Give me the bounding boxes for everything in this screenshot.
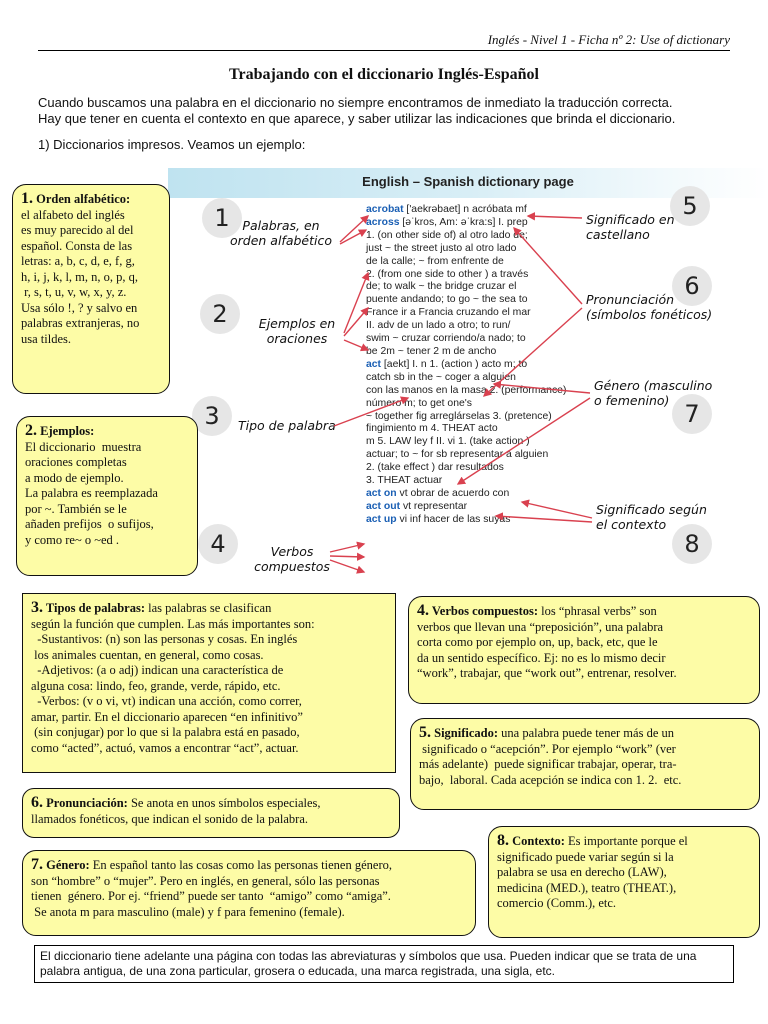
label-5-line-b: castellano xyxy=(586,227,650,242)
label-2-line-b: oraciones xyxy=(266,331,328,346)
box-8-title: Contexto: xyxy=(509,834,565,848)
arrow-6b xyxy=(484,308,582,396)
label-number-2: 2 xyxy=(200,294,240,334)
box-5-heading xyxy=(419,725,751,742)
intro-line-1: Cuando buscamos una palabra en el diccionario no siempre encontramos de inmediato la traducción correcta. xyxy=(38,95,673,110)
intro-line-2: Hay que tener en cuenta el contexto en que aparece, y saber utilizar las indicaciones que brinda el diccionario. xyxy=(38,111,676,126)
arrow-8b xyxy=(496,516,592,522)
dictionary-line: acrobat ['aekrəbaet] n acróbata mf xyxy=(366,204,527,215)
box-7-title: Género: xyxy=(43,858,90,872)
dictionary-line: act up vi inf hacer de las suyas xyxy=(366,513,511,525)
label-6-line-a: Pronunciación xyxy=(586,292,675,307)
box-line: Usa sólo !, ? y salvo en xyxy=(21,300,138,315)
box-1-heading xyxy=(21,191,161,208)
box-line: oraciones completas xyxy=(25,455,127,469)
arrow-7b xyxy=(458,398,590,484)
box-6-body xyxy=(31,795,391,827)
dictionary-line: de; to walk ~ the bridge cruzar el xyxy=(366,281,517,293)
box-line: bajo, laboral. Cada acepción se indica con 1. 2. etc. xyxy=(419,772,682,787)
arrow-4b xyxy=(330,556,364,557)
box-3-body xyxy=(31,600,387,756)
arrow-1a xyxy=(340,216,368,242)
arrow-6a xyxy=(514,228,582,304)
dictionary-line: act [aekt] I. n 1. (action ) acto m; to xyxy=(366,358,528,370)
box-3-title: Tipos de palabras: xyxy=(43,601,146,615)
box-7-heading xyxy=(31,857,467,874)
label-7-line-b: o femenino) xyxy=(594,393,670,408)
box-line: palabra se usa en derecho (LAW), xyxy=(497,865,667,879)
dictionary-line: fingimiento m 4. THEAT acto xyxy=(366,423,498,435)
dictionary-line: ~ together fig arreglárselas 3. (pretence) xyxy=(366,410,552,422)
box-line: alguna cosa: lindo, feo, grande, verde, rápido, etc. xyxy=(31,678,281,693)
box-line: -Adjetivos: (a o adj) indican una característica de xyxy=(31,663,284,677)
box-3-word-types xyxy=(22,593,396,773)
label-number-8: 8 xyxy=(672,524,712,564)
box-line: las palabras se clasifican xyxy=(145,601,272,615)
box-line: usa tildes. xyxy=(21,331,71,346)
arrow-5 xyxy=(528,216,582,218)
box-line: r, s, t, u, v, w, x, y, z. xyxy=(21,285,127,299)
dictionary-line: actuar; to ~ for sb representar a alguien xyxy=(366,449,549,461)
box-line: amar, partir. En el diccionario aparecen “en infinitivo” xyxy=(31,709,303,724)
box-line: más adelante) puede significar trabajar, operar, tra- xyxy=(419,757,677,771)
arrow-2a xyxy=(344,273,368,333)
box-7-gender xyxy=(22,850,476,936)
box-line: significado puede variar según si la xyxy=(497,849,674,864)
box-8-context xyxy=(488,826,760,938)
box-5-body xyxy=(419,725,751,788)
dictionary-line: 2. (take effect ) dar resultados xyxy=(366,462,504,474)
label-4-line-b: compuestos xyxy=(254,559,330,574)
box-6-heading xyxy=(31,795,391,812)
arrow-7a xyxy=(494,384,590,393)
dictionary-line: m 5. LAW ley f II. vi 1. (take action ) xyxy=(366,436,530,448)
label-5-line-a: Significado en xyxy=(586,212,675,227)
box-3-heading xyxy=(31,600,387,617)
arrow-1b xyxy=(340,230,366,244)
arrow-4a xyxy=(330,544,364,552)
box-line: es muy parecido al del xyxy=(21,223,134,237)
footer-note: El diccionario tiene adelante una página con todas las abreviaturas y símbolos que usa. Pueden indicar que se trata de una palabra antigua, de una zona particular, grosera o educada, una marca registrada, una sigla, etc. xyxy=(34,945,734,983)
dictionary-line: número m; to get one's xyxy=(366,397,472,409)
box-2-examples xyxy=(16,416,198,576)
dictionary-line: just ~ the street justo al otro lado xyxy=(366,242,517,254)
box-1-number: 1. xyxy=(21,190,33,207)
box-4-heading xyxy=(417,603,751,620)
label-number-5: 5 xyxy=(670,186,710,226)
box-line: -Sustantivos: (n) son las personas y cosas. En inglés xyxy=(31,632,298,646)
box-5-meaning xyxy=(410,718,760,810)
dictionary-line: act out vt representar xyxy=(366,500,468,512)
dictionary-line: 2. (from one side to other ) a través xyxy=(366,268,529,280)
box-line: Es importante porque el xyxy=(564,834,688,848)
panel-title: English – Spanish dictionary page xyxy=(362,174,574,189)
arrow-3 xyxy=(334,398,408,426)
box-line: La palabra es reemplazada xyxy=(25,486,158,500)
box-8-heading xyxy=(497,833,751,850)
intro-text xyxy=(38,95,738,127)
arrow-4c xyxy=(330,560,364,572)
box-line: palabras extranjeras, no xyxy=(21,316,140,330)
box-1-alphabetical-order xyxy=(12,184,170,394)
box-line: El diccionario muestra xyxy=(25,439,142,454)
label-number-6: 6 xyxy=(672,266,712,306)
box-line: (sin conjugar) por lo que si la palabra está en pasado, xyxy=(31,725,300,739)
label-6-line-b: (símbolos fonéticos) xyxy=(586,307,713,322)
box-6-title: Pronunciación: xyxy=(43,796,128,810)
box-7-body xyxy=(31,857,467,920)
box-2-title: Ejemplos: xyxy=(37,424,95,438)
box-4-phrasal-verbs xyxy=(408,596,760,704)
label-number-7: 7 xyxy=(672,394,712,434)
box-line: Se anota m para masculino (male) y f para femenino (female). xyxy=(31,904,345,919)
arrow-2b xyxy=(344,308,368,336)
dictionary-line: 3. THEAT actuar xyxy=(366,475,443,487)
dictionary-line: II. adv de un lado a otro; to run/ xyxy=(366,320,511,332)
box-2-number: 2. xyxy=(25,422,37,439)
arrow-8a xyxy=(522,502,592,518)
box-line: -Verbos: (v o vi, vt) indican una acción, como correr, xyxy=(31,694,302,708)
page-header: Inglés - Nivel 1 - Ficha nº 2: Use of dictionary xyxy=(38,32,730,51)
arrow-2c xyxy=(344,340,368,350)
label-3-text: Tipo de palabra xyxy=(238,418,336,433)
box-6-number: 6. xyxy=(31,794,43,811)
box-8-number: 8. xyxy=(497,832,509,849)
box-line: los “phrasal verbs” son xyxy=(538,604,657,618)
box-7-number: 7. xyxy=(31,856,43,873)
box-line: h, i, j, k, l, m, n, o, p, q, xyxy=(21,269,139,284)
box-line: significado o “acepción”. Por ejemplo “work” (ver xyxy=(419,741,676,756)
annotation-arrows xyxy=(168,168,768,588)
label-7-line-a: Género (masculino xyxy=(594,378,713,393)
label-number-3: 3 xyxy=(192,396,232,436)
box-line: corta como por ejemplo on, up, back, etc, que le xyxy=(417,635,658,649)
box-8-body xyxy=(497,833,751,912)
box-line: una palabra puede tener más de un xyxy=(498,726,674,740)
box-5-number: 5. xyxy=(419,724,431,741)
box-2-body xyxy=(25,440,189,549)
box-6-pronunciation xyxy=(22,788,400,838)
dictionary-line: act on vt obrar de acuerdo con xyxy=(366,487,510,499)
box-line: En español tanto las cosas como las personas tienen género, xyxy=(89,858,392,872)
box-3-number: 3. xyxy=(31,599,43,616)
page-title: Trabajando con el diccionario Inglés-Español xyxy=(229,66,539,83)
dictionary-line: catch sb in the ~ coger a alguien xyxy=(366,371,516,383)
label-number-1: 1 xyxy=(202,198,242,238)
box-line: verbos que llevan una “preposición”, una palabra xyxy=(417,619,664,634)
box-line: Se anota en unos símbolos especiales, xyxy=(127,796,321,810)
box-4-body xyxy=(417,603,751,682)
dictionary-line: across [əˈkros, Am: əˈkra:s] I. prep xyxy=(366,216,528,228)
dictionary-line: swim ~ cruzar corriendo/a nado; to xyxy=(366,333,526,345)
box-line: por ~. También se le xyxy=(25,501,127,516)
box-line: llamados fonéticos, que indican el sonido de la palabra. xyxy=(31,811,308,826)
box-5-title: Significado: xyxy=(431,726,499,740)
dictionary-line: France ir a Francia cruzando el mar xyxy=(366,307,531,319)
box-line: letras: a, b, c, d, e, f, g, xyxy=(21,254,135,268)
label-1-line-a: Palabras, en xyxy=(242,218,320,233)
box-1-body xyxy=(21,208,161,348)
box-4-number: 4. xyxy=(417,602,429,619)
box-line: son “hombre” o “mujer”. Pero en inglés, en general, sólo las personas xyxy=(31,873,380,888)
subheading: 1) Diccionarios impresos. Veamos un ejemplo: xyxy=(38,137,306,152)
box-line: añaden prefijos o sufijos, xyxy=(25,517,154,531)
box-line: los animales cuentan, en general, como cosas. xyxy=(31,647,264,662)
dictionary-line: con las manos en la masa 2. (performance) xyxy=(366,384,567,396)
dictionary-illustration xyxy=(168,168,768,588)
label-8-line-b: el contexto xyxy=(596,517,667,532)
label-2-line-a: Ejemplos en xyxy=(258,316,336,331)
box-line: tienen género. Por ej. “friend” puede ser tanto “amigo” como “amiga”. xyxy=(31,889,391,903)
box-2-heading xyxy=(25,423,189,440)
box-line: “work”, trabajar, que “work out”, entrenar, resolver. xyxy=(417,666,677,680)
dictionary-line: 1. (on other side of) al otro lado de; xyxy=(366,229,528,241)
box-line: el alfabeto del inglés xyxy=(21,207,125,222)
box-line: comercio (Comm.), etc. xyxy=(497,896,617,910)
dictionary-line: de la calle; ~ from enfrente de xyxy=(366,255,504,267)
label-4-line-a: Verbos xyxy=(270,544,314,559)
box-line: y como re~ o ~ed . xyxy=(25,532,120,547)
dictionary-line: puente andando; to go ~ the sea to xyxy=(366,294,528,306)
box-1-title: Orden alfabético: xyxy=(33,192,131,206)
box-line: a modo de ejemplo. xyxy=(25,470,124,485)
label-1-line-b: orden alfabético xyxy=(229,233,333,248)
box-4-title: Verbos compuestos: xyxy=(429,604,539,618)
box-line: español. Consta de las xyxy=(21,238,133,253)
box-line: medicina (MED.), teatro (THEAT.), xyxy=(497,880,677,895)
label-number-4: 4 xyxy=(198,524,238,564)
box-line: según la función que cumplen. Las más importantes son: xyxy=(31,616,315,631)
box-line: como “acted”, actuó, vamos a encontrar “act”, actuar. xyxy=(31,740,299,755)
dictionary-line: be 2m ~ tener 2 m de ancho xyxy=(366,345,497,357)
box-line: da un sentido específico. Ej: no es lo mismo decir xyxy=(417,650,666,665)
label-8-line-a: Significado según xyxy=(596,502,707,517)
